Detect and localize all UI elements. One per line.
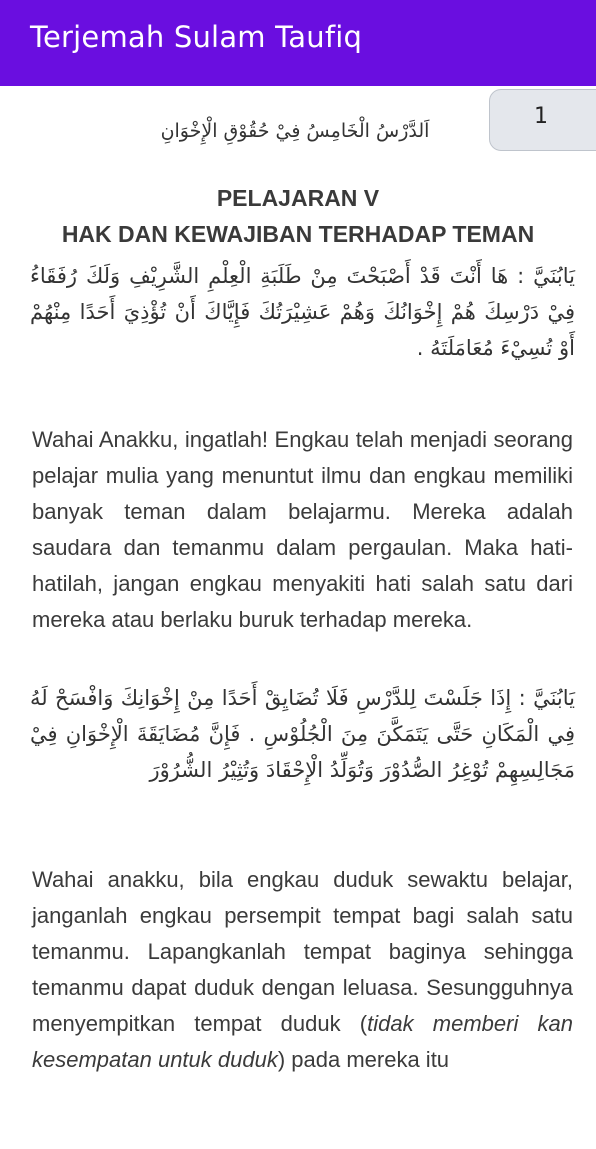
- arabic-paragraph-1: يَابُنَيَّ : هَا أَنْتَ قَدْ أَصْبَحْتَ مِنْ طَلَبَةِ الْعِلْمِ الشَّرِيْفِ وَلَكَ رُفَقَاءُ فِيْ دَرْسِكَ هُمْ إِخْوَانُكَ وَهُمْ عَشِيْرَتُكَ فَإِيَّاكَ أَنْ تُؤْذِيَ أَحَدًا مِنْهُمْ أَوْ تُسِيْءَ مُعَامَلَتَهُ .: [30, 264, 575, 360]
- lesson-title-line2: HAK DAN KEWAJIBAN TERHADAP TEMAN: [61, 221, 535, 247]
- arabic-lesson-heading: اَلدَّرْسُ الْخَامِسُ فِيْ حُقُوْقِ الْإِخْوَانِ: [160, 120, 430, 142]
- page-number: 1: [534, 104, 548, 129]
- lesson-title-line1: PELAJARAN V: [216, 185, 380, 211]
- app-bar: [0, 0, 596, 86]
- translation-paragraph-2: [32, 862, 573, 1078]
- translation-2-end: ) pada mereka itu: [277, 1047, 450, 1072]
- arabic-paragraph-2: يَابُنَيَّ : إِذَا جَلَسْتَ لِلدَّرْسِ فَلَا تُضَايِقْ أَحَدًا مِنْ إِخْوَانِكَ وَافْسَحْ لَهُ فِي الْمَكَانِ حَتَّى يَتَمَكَّنَ مِنَ الْجُلُوْسِ . فَإِنَّ مُضَايَقَةَ الْإِخْوَانِ فِيْ مَجَالِسِهِمْ تُوْغِرُ الصُّدُوْرَ وَتُوَلِّدُ الْإِحْقَادَ وَتُثِيْرُ الشُّرُوْرَ: [30, 686, 575, 782]
- app-title: Terjemah Sulam Taufiq: [30, 20, 363, 54]
- page-number-badge[interactable]: [489, 89, 596, 151]
- translation-2-italic: tidak memberi kan kesempatan untuk duduk: [32, 1011, 573, 1072]
- lesson-title: [20, 180, 576, 252]
- translation-2-start: Wahai anakku, bila engkau duduk sewaktu belajar, janganlah engkau persempit tempat bagi salah satu temanmu. Lapangkanlah tempat baginya sehingga temanmu dapat duduk dengan leluasa. Sesungguhnya menyempitkan tempat duduk (: [32, 867, 573, 1036]
- translation-paragraph-1: Wahai Anakku, ingatlah! Engkau telah menjadi seorang pelajar mulia yang menuntut ilmu dan engkau memiliki banyak teman dalam belajarmu. Mereka adalah saudara dan temanmu dalam pergaulan. Maka hati-hatilah, jangan engkau menyakiti hati salah satu dari mereka atau berlaku buruk terhadap mereka.: [32, 427, 573, 632]
